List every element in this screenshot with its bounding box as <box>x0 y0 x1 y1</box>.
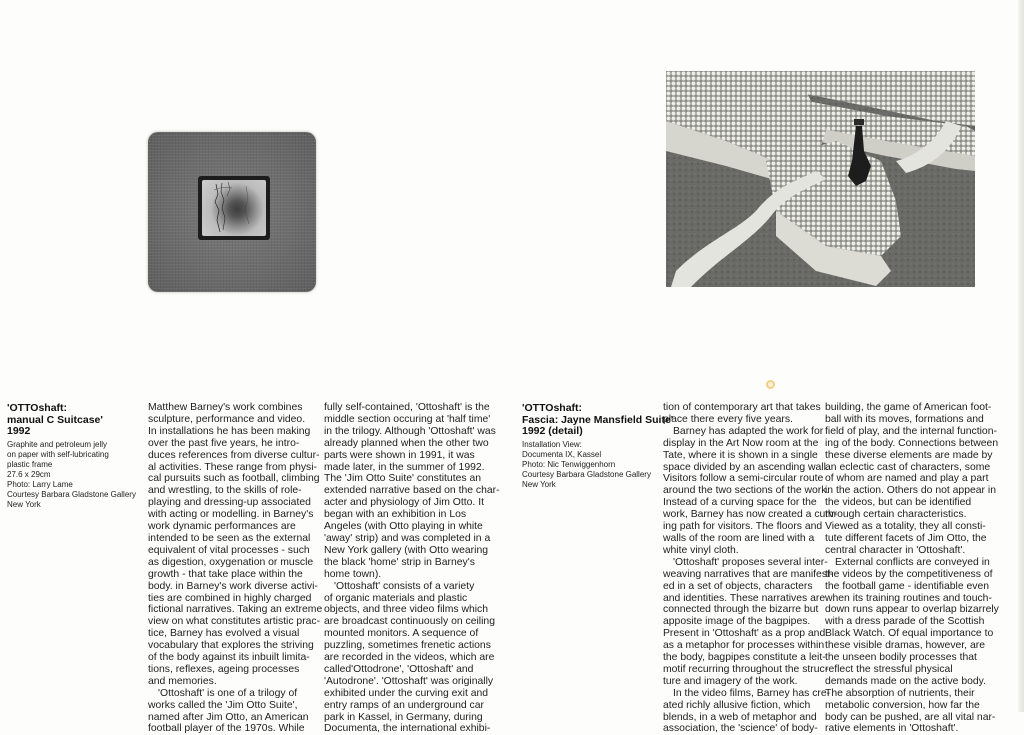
caption-detail-line: 27.6 x 29cm <box>7 469 51 479</box>
text-line: the videos, but can be identified <box>825 497 972 509</box>
text-line: rative elements in 'Ottoshaft'. <box>825 723 959 735</box>
text-line: and memories. <box>148 675 217 687</box>
text-line: building, the game of American foot- <box>825 402 992 413</box>
text-line: Instead of a curving space for the <box>663 497 817 509</box>
text-line: exhibited under the curving exit and <box>324 687 489 699</box>
text-line: 'away' strip) and was completed in a <box>324 532 491 544</box>
text-line: as a metaphor for processes within <box>663 640 825 652</box>
text-line: ture and imagery of the work. <box>663 675 798 687</box>
caption-detail-line: plastic frame <box>7 459 53 469</box>
caption-title-line: 1992 <box>7 425 31 437</box>
text-line: tute different facets of Jim Otto, the <box>825 532 987 544</box>
text-line: ed in a set of objects, characters <box>663 580 813 592</box>
text-line: connected through the bizarre but <box>663 604 819 616</box>
installation-photo <box>666 71 975 287</box>
body-column-4 <box>825 402 999 735</box>
text-line: walls of the room are lined with a <box>663 532 815 544</box>
text-line: Tate, where it is shown in a single <box>663 449 818 461</box>
text-line: the black 'home' strip in Barney's <box>324 556 475 568</box>
text-line: when its training routines and touch- <box>825 592 992 604</box>
caption-title-line: 'OTTOshaft: <box>522 402 583 414</box>
caption-fascia-jayne-mansfield-suite <box>522 403 673 490</box>
text-line: The 'Jim Otto Suite' constitutes an <box>324 473 482 485</box>
text-line: an eclectic cast of characters, some <box>825 461 991 473</box>
text-line: field of play, and the internal function- <box>825 425 997 437</box>
text-line: reflect the stressful physical <box>825 663 953 675</box>
text-line: named after Jim Otto, an American <box>148 711 309 723</box>
text-line: ing path for visitors. The floors and <box>663 521 823 533</box>
text-line: works called the 'Jim Otto Suite', <box>148 699 298 711</box>
paper-stain <box>766 380 775 389</box>
text-line: these visible dramas, however, are <box>825 640 985 652</box>
text-line: made later, in the summer of 1992. <box>324 461 485 473</box>
text-line: weaving narratives that are manifest- <box>663 568 834 580</box>
text-line: work, Barney has now created a curv- <box>663 509 838 521</box>
body-column-2 <box>324 402 500 735</box>
text-line: Angeles (with Otto playing in white <box>324 521 483 533</box>
text-line: and wrestling, to the skills of role- <box>148 485 302 497</box>
text-line: these diverse elements are made by <box>825 449 993 461</box>
text-line: tice, Barney has evolved a visual <box>148 628 300 640</box>
text-line: as digestion, oxygenation or muscle <box>148 556 314 568</box>
text-line: body can be pushed, are all vital nar- <box>825 711 996 723</box>
text-line: parts were shown in 1991, it was <box>324 449 475 461</box>
text-line: playing and dressing-up associated <box>148 497 311 509</box>
text-line: place there every five years. <box>663 413 793 425</box>
text-line: with a dress parade of the Scottish <box>825 616 985 628</box>
text-line: duces references from diverse cultur- <box>148 449 320 461</box>
text-line: work dynamic performances are <box>148 521 296 533</box>
text-line: of organic materials and plastic <box>324 592 468 604</box>
text-line: objects, and three video films which <box>324 604 489 616</box>
artwork-fascia-installation-photo <box>666 71 975 287</box>
text-line: 'Autodrone'. 'Ottoshaft' was originally <box>324 675 494 687</box>
text-line: the body, bagpipes constitute a leit- <box>663 652 826 664</box>
text-line: display in the Art Now room at the <box>663 437 819 449</box>
text-line: view on what constitutes artistic prac- <box>148 616 321 628</box>
text-line: in the trilogy. Although 'Ottoshaft' was <box>324 425 496 437</box>
inner-frame <box>198 176 270 240</box>
text-line: 'Ottoshaft' consists of a variety <box>334 580 475 592</box>
text-line: apposite image of the bagpipes. <box>663 616 811 628</box>
caption-detail-line: Courtesy Barbara Gladstone Gallery <box>522 469 651 479</box>
text-line: Documenta, the international exhibi- <box>324 723 491 735</box>
text-line: are recorded in the videos, which are <box>324 652 495 664</box>
caption-detail-line: Installation View: <box>522 439 582 449</box>
text-line: growth - that take place within the <box>148 568 303 580</box>
text-line: Black Watch. Of equal importance to <box>825 628 994 640</box>
text-line: the football game - identifiable even <box>825 580 990 592</box>
text-line: home town). <box>324 568 382 580</box>
text-line: fully self-contained, 'Ottoshaft' is the <box>324 402 490 413</box>
text-line: the videos by the competitiveness of <box>825 568 993 580</box>
text-line: blends, in a web of metaphor and <box>663 711 817 723</box>
text-line: ties are combined in highly charged <box>148 592 312 604</box>
text-line: equivalent of vital processes - such <box>148 544 310 556</box>
caption-detail-line: New York <box>7 499 41 509</box>
caption-manual-c-suitcase <box>7 403 136 510</box>
text-line: around the two sections of the work. <box>663 485 830 497</box>
text-line: park in Kassel, in Germany, during <box>324 711 483 723</box>
artwork-manual-c-suitcase-image <box>148 132 316 292</box>
text-line: motif recurring throughout the struc- <box>663 663 829 675</box>
text-line: acter and physiology of Jim Otto. It <box>324 497 484 509</box>
text-line: cal pursuits such as football, climbing <box>148 473 320 485</box>
text-line: 'Ottoshaft' proposes several inter- <box>673 556 828 568</box>
caption-detail-line: Photo: Nic Tenwiggenhorn <box>522 459 616 469</box>
text-line: metabolic conversion, how far the <box>825 699 980 711</box>
text-line: New York gallery (with Otto wearing <box>324 544 489 556</box>
text-line: ated richly allusive fiction, which <box>663 699 811 711</box>
caption-details <box>7 440 136 510</box>
text-line: body. in Barney's work diverse activi- <box>148 580 318 592</box>
text-line: Visitors follow a semi-circular route <box>663 473 824 485</box>
page-edge <box>1018 0 1024 712</box>
caption-title-line: 1992 (detail) <box>522 425 583 437</box>
text-line: down runs appear to overlap bizarrely <box>825 604 999 616</box>
text-line: al activities. These range from physi- <box>148 461 318 473</box>
text-line: football player of the 1970s. While <box>148 723 305 735</box>
caption-detail-line: Documenta IX, Kassel <box>522 449 602 459</box>
text-line: entry ramps of an underground car <box>324 699 484 711</box>
caption-details <box>522 440 673 490</box>
caption-detail-line: Photo: Larry Lame <box>7 479 73 489</box>
text-line: Matthew Barney's work combines <box>148 402 303 413</box>
text-line: already planned when the other two <box>324 437 489 449</box>
caption-title <box>7 403 136 438</box>
text-line: 'Ottoshaft' is one of a trilogy of <box>158 687 298 699</box>
text-line: fictional narratives. Taking an extreme <box>148 604 323 616</box>
text-line: called'Ottodrone', 'Ottoshaft' and <box>324 663 474 675</box>
text-line: The absorption of nutrients, their <box>825 687 975 699</box>
text-line: vocabulary that explores the striving <box>148 640 314 652</box>
text-line: ing of the body. Connections between <box>825 437 999 449</box>
graphite-drawing <box>202 180 266 236</box>
text-line: central character in 'Ottoshaft'. <box>825 544 966 556</box>
text-line: In the video films, Barney has cre- <box>673 687 831 699</box>
text-line: External conflicts are conveyed in <box>835 556 990 568</box>
text-line: over the past five years, he intro- <box>148 437 300 449</box>
text-line: In installations he has been making <box>148 425 311 437</box>
text-line: white vinyl cloth. <box>663 544 739 556</box>
text-line: began with an exhibition in Los <box>324 509 467 521</box>
text-line: Barney has adapted the work for <box>673 425 824 437</box>
drawing-paper <box>202 180 266 236</box>
text-line: extended narrative based on the char- <box>324 485 500 497</box>
text-line: and identities. These narratives are <box>663 592 826 604</box>
text-line: Present in 'Ottoshaft' as a prop and <box>663 628 826 640</box>
text-line: mounted monitors. A sequence of <box>324 628 479 640</box>
text-line: are broadcast continuously on ceiling <box>324 616 495 628</box>
text-line: through certain characteristics. <box>825 509 967 521</box>
text-line: demands made on the active body. <box>825 675 986 687</box>
text-line: the unseen bodily processes that <box>825 652 977 664</box>
text-line: Viewed as a totality, they all consti- <box>825 521 986 533</box>
caption-title-line: Fascia: Jayne Mansfield Suite' <box>522 413 674 426</box>
text-line: tion of contemporary art that takes <box>663 402 821 413</box>
text-line: space divided by an ascending wall. <box>663 461 829 473</box>
text-line: sculpture, performance and video. <box>148 413 306 425</box>
text-line: ball with its moves, formations and <box>825 413 984 425</box>
text-line: of whom are named and play a part <box>825 473 989 485</box>
caption-title-line: manual C Suitcase' <box>7 413 103 426</box>
text-line: tions, reflexes, ageing processes <box>148 663 300 675</box>
caption-detail-line: on paper with self-lubricating <box>7 449 109 459</box>
text-line: in the action. Others do not appear in <box>825 485 996 497</box>
caption-title <box>522 403 673 438</box>
caption-detail-line: Courtesy Barbara Gladstone Gallery <box>7 489 136 499</box>
caption-detail-line: Graphite and petroleum jelly <box>7 439 108 449</box>
text-line: puzzling, sometimes frenetic actions <box>324 640 491 652</box>
text-line: of the body against its inbuilt limita- <box>148 652 310 664</box>
caption-title-line: 'OTTOshaft: <box>7 402 68 414</box>
caption-detail-line: New York <box>522 479 556 489</box>
text-line: middle section occuring at 'half time' <box>324 413 491 425</box>
text-line: association, the 'science' of body- <box>663 723 818 735</box>
text-line: with acting or modelling. in Barney's <box>148 509 314 521</box>
body-column-1 <box>148 402 322 735</box>
text-line: intended to be seen as the external <box>148 532 311 544</box>
body-column-3 <box>663 402 837 735</box>
